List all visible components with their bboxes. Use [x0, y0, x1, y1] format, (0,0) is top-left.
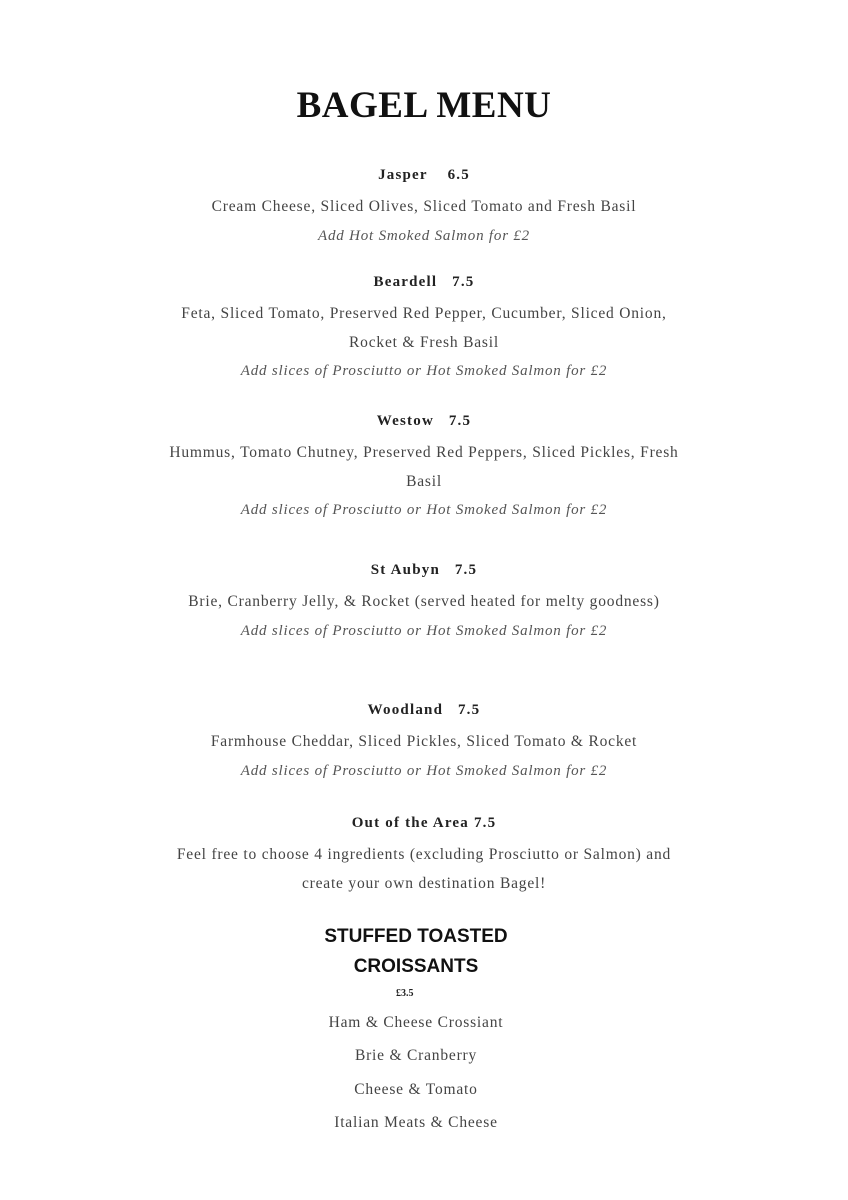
- item-name: Woodland: [367, 702, 444, 718]
- description-line: Farmhouse Cheddar, Sliced Pickles, Sliced Tomato & Rocket: [210, 733, 638, 750]
- item-heading: [110, 700, 738, 720]
- item-add-on: Add slices of Prosciutto or Hot Smoked Salmon for £2: [240, 502, 608, 518]
- menu-item-jasper: [110, 165, 738, 250]
- description-line: Feta, Sliced Tomato, Preserved Red Pepper, Cucumber, Sliced Onion,: [181, 305, 667, 322]
- page-title: BAGEL MENU: [296, 85, 552, 126]
- list-item: Ham & Cheese Crossiant: [328, 1014, 504, 1031]
- item-description: [110, 193, 738, 222]
- list-item: Cheese & Tomato: [354, 1080, 478, 1098]
- item-price: 6.5: [447, 167, 470, 183]
- menu-item-westow: [110, 411, 738, 525]
- description-line: Hummus, Tomato Chutney, Preserved Red Peppers, Sliced Pickles, Fresh: [169, 444, 679, 461]
- item-description: [110, 300, 738, 357]
- item-description: [110, 728, 738, 757]
- description-line: Cream Cheese, Sliced Olives, Sliced Tomato and Fresh Basil: [211, 198, 637, 215]
- section-title-line: CROISSANTS: [353, 956, 479, 977]
- menu-item-beardell: [110, 272, 738, 386]
- item-add-on: Add slices of Prosciutto or Hot Smoked Salmon for £2: [240, 622, 608, 639]
- croissants-section-title: [260, 922, 572, 982]
- description-line: Brie, Cranberry Jelly, & Rocket (served heated for melty goodness): [188, 593, 660, 610]
- item-price: 7.5: [452, 274, 475, 290]
- list-item: Brie & Cranberry: [354, 1047, 478, 1065]
- description-line: create your own destination Bagel!: [301, 874, 547, 892]
- menu-item-st-aubyn: [110, 560, 738, 645]
- description-line: Feel free to choose 4 ingredients (excluding Prosciutto or Salmon) and: [176, 846, 672, 863]
- item-description: [110, 439, 738, 496]
- item-heading: [110, 411, 738, 431]
- item-price: 7.5: [448, 413, 472, 429]
- item-add-on: Add Hot Smoked Salmon for £2: [318, 227, 530, 244]
- item-name: Out of the Area: [351, 815, 469, 831]
- item-price: 7.5: [473, 815, 497, 831]
- item-price: 7.5: [457, 702, 481, 718]
- item-description: [110, 841, 738, 898]
- description-line: Rocket & Fresh Basil: [349, 333, 499, 351]
- item-name: Beardell: [373, 274, 438, 290]
- item-name: Jasper: [378, 167, 428, 183]
- section-title-line: STUFFED TOASTED: [324, 926, 508, 947]
- description-line: Basil: [406, 472, 442, 490]
- menu-item-out-of-the-area: [110, 813, 738, 898]
- list-item: Italian Meats & Cheese: [334, 1113, 498, 1131]
- item-description: [110, 588, 738, 617]
- item-heading: [110, 813, 738, 833]
- item-add-on: Add slices of Prosciutto or Hot Smoked Salmon for £2: [240, 762, 608, 779]
- item-name: St Aubyn: [370, 562, 440, 578]
- croissants-price: £3.5: [396, 988, 414, 999]
- item-price: 7.5: [454, 562, 478, 578]
- item-heading: [110, 272, 738, 292]
- item-heading: [110, 560, 738, 580]
- menu-item-woodland: [110, 700, 738, 785]
- item-heading: [110, 165, 738, 185]
- item-add-on: Add slices of Prosciutto or Hot Smoked Salmon for £2: [240, 363, 608, 379]
- croissants-list: [260, 1006, 572, 1139]
- item-name: Westow: [376, 413, 434, 429]
